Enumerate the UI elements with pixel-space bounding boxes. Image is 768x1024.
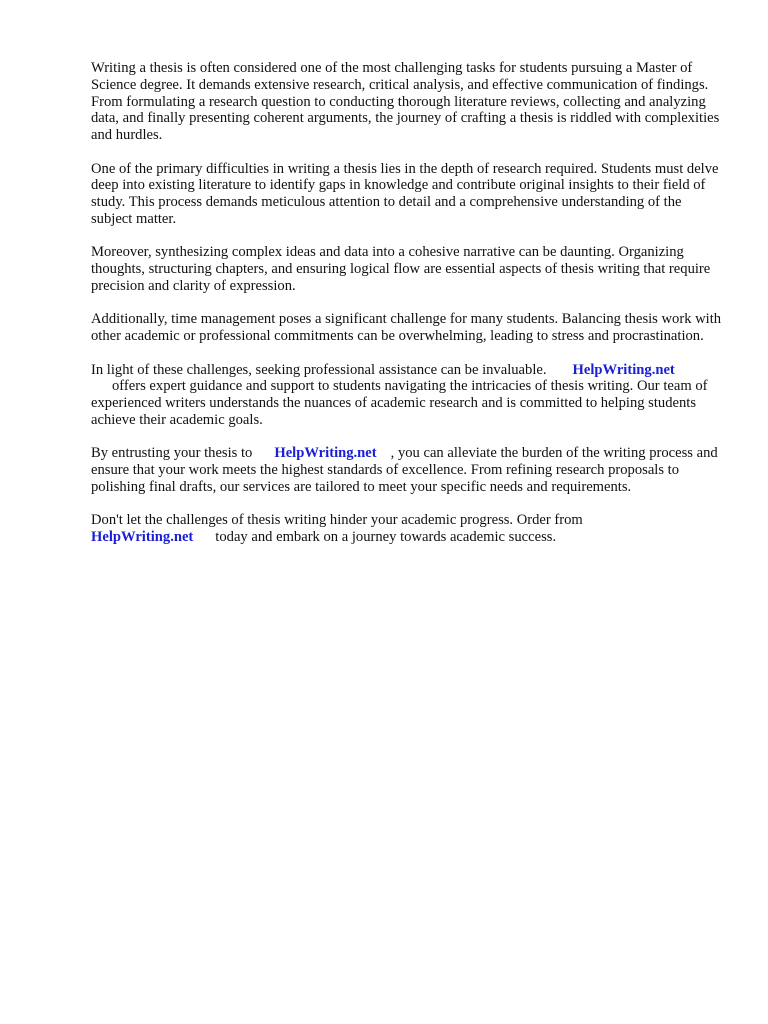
paragraph-intro: Writing a thesis is often considered one of the most challenging tasks for students pursuing a Master of Science degree. It demands extensive research, critical analysis, and effective communication of findings. From formulating a research question to conducting thorough literature reviews, collecting and analyzing data, and finally presenting coherent arguments, the journey of crafting a thesis is riddled with complexities and hurdles. [91,60,720,144]
document-body [91,60,725,562]
assistance-text-before: In light of these challenges, seeking professional assistance can be invaluable. [91,361,547,378]
paragraph-time-management: Additionally, time management poses a significant challenge for many students. Balancing thesis work with other academic or professional commitments can be overwhelming, leading to stress and procrastination. [91,311,722,345]
assistance-text-after: offers expert guidance and support to students navigating the intricacies of thesis writing. Our team of experienced writers understands the nuances of academic research and is committed to helping students achieve their academic goals. [91,378,708,428]
helpwriting-link-1[interactable]: HelpWriting.net [572,361,675,378]
helpwriting-link-3[interactable]: HelpWriting.net [91,529,194,546]
order-text-after: today and embark on a journey towards academic success. [215,529,557,546]
paragraph-entrust [91,445,725,495]
helpwriting-link-2[interactable]: HelpWriting.net [274,445,377,462]
paragraph-assistance [91,362,725,429]
paragraph-order [91,512,725,546]
entrust-text-after: , you can alleviate the burden of the writing process and ensure that your work meets the highest standards of excellence. From refining research proposals to polishing final drafts, our services are tailored to meet your specific needs and requirements. [91,445,718,495]
paragraph-synthesis: Moreover, synthesizing complex ideas and data into a cohesive narrative can be daunting. Organizing thoughts, structuring chapters, and ensuring logical flow are essential aspects of thesis writing that require precision and clarity of expression. [91,244,711,294]
paragraph-research: One of the primary difficulties in writing a thesis lies in the depth of research required. Students must delve deep into existing literature to identify gaps in knowledge and contribute original insights to their field of study. This process demands meticulous attention to detail and a comprehensive understanding of the subject matter. [91,160,719,227]
order-text-before: Don't let the challenges of thesis writing hinder your academic progress. Order from [91,512,583,529]
entrust-text-before: By entrusting your thesis to [91,445,253,462]
